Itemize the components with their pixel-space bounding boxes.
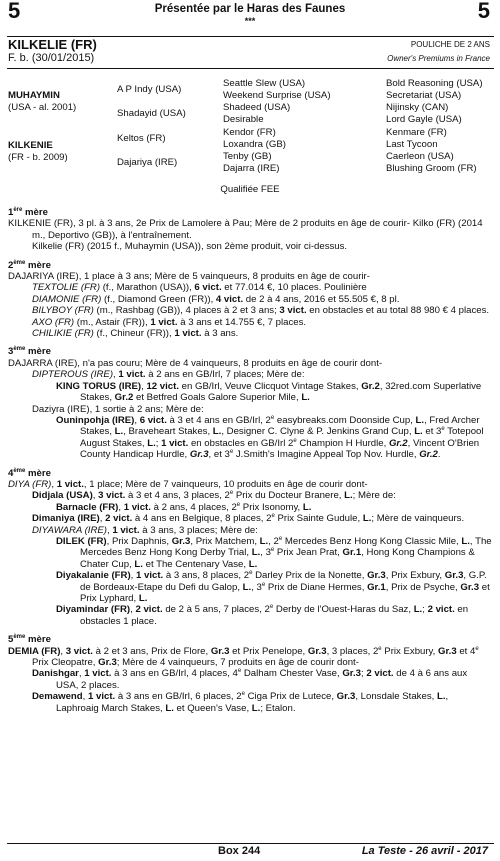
sex-age: POULICHE DE 2 ANS	[410, 40, 490, 49]
pedigree-gen2: Dajariya (IRE)	[117, 157, 178, 168]
produce-entry: BILYBOY (FR) (m., Rashbag (GB)), 4 places à 2 et 3 ans; 3 vict. en obstacles et au total 88 980 € 4 places.	[32, 305, 490, 317]
sire-name: MUHAYMIN	[8, 90, 60, 101]
horse-details: F. b. (30/01/2015)	[8, 52, 95, 64]
produce-entry: Barnacle (FR), 1 vict. à 2 ans, 4 places, 2e Prix Isonomy, L.	[56, 501, 312, 513]
dam-paragraph: KILKENIE (FR), 3 pl. à 3 ans, 2e Prix de Lamolere à Pau; Mère de 2 produits en âge de courir- Kilko (FR) (2014 m., Deportivo (GB)), à l'entraînement.	[8, 218, 483, 241]
produce-entry: Demawend, 1 vict. à 3 ans en GB/Irl, 6 places, 2e Ciga Prix de Lutece, Gr.3, Lonsdale Stakes, L., Laphroaig March Stakes, L. et Queen's Vase, L.; Etalon.	[32, 691, 449, 714]
produce-entry: DIPTEROUS (IRE), 1 vict. à 2 ans en GB/Irl, 7 places; Mère de:	[32, 369, 305, 381]
pedigree-gen3: Tenby (GB)	[223, 151, 272, 162]
pedigree-gen4: Nijinsky (CAN)	[386, 102, 449, 113]
dam-paragraph: DIYA (FR), 1 vict., 1 place; Mère de 7 vainqueurs, 10 produits en âge de courir dont-	[8, 478, 368, 490]
produce-entry: DIAMONIE (FR) (f., Diamond Green (FR)), 4 vict. de 2 à 4 ans, 2016 et 55.505 €, 8 pl.	[32, 293, 400, 305]
section-fifth-dam: 5ème mère	[8, 634, 51, 646]
section-third-dam: 3ème mère	[8, 346, 51, 358]
produce-entry: DILEK (FR), Prix Daphnis, Gr.3, Prix Matchem, L., 2e Mercedes Benz Hong Kong Classic Mile, L., The Mercedes Benz Hong Kong Derby Trial, L., 3e Prix Jean Prat, Gr.1, Hong Kong Champions & Chater Cup, L. et The Centenary Vase, L.	[56, 535, 492, 570]
produce-entry: TEXTOLIE (FR) (f., Marathon (USA)), 6 vict. et 77.014 €, 10 places. Poulinière	[32, 282, 367, 294]
pedigree-gen4: Last Tycoon	[386, 139, 438, 150]
pedigree-gen2: Shadayid (USA)	[117, 108, 186, 119]
dam-paragraph: DAJARRA (IRE), n'a pas couru; Mère de 4 vainqueurs, 8 produits en âge de courir dont-	[8, 357, 383, 369]
produce-entry: Ouninpohja (IRE), 6 vict. à 3 et 4 ans en GB/Irl, 2e easybreaks.com Doonside Cup, L., Fred Archer Stakes, L., Braveheart Stakes, L., Designer C. Clyne & P. Jenkins Grand Cup, L. et 3e Totepool August Stakes, L.; 1 vict. en obstacles en GB/Irl 2e Champion H Hurdle, Gr.2, Vincent O'Brien County Handicap Hurdle, Gr.3, et 3e J.Smith's Imagine Appeal Top Nov. Hurdle, Gr.2.	[56, 414, 484, 461]
section-second-dam: 2ème mère	[8, 259, 51, 271]
catalogue-header	[0, 0, 500, 36]
produce-entry: Dimaniya (IRE), 2 vict. à 4 ans en Belgique, 8 places, 2e Prix Sainte Gudule, L.; Mère de vainqueurs.	[32, 512, 465, 525]
pedigree-gen4: Secretariat (USA)	[386, 90, 462, 101]
pedigree-gen3: Shadeed (USA)	[223, 102, 291, 113]
box-number: Box 244	[218, 845, 261, 857]
pedigree-gen3: Loxandra (GB)	[223, 139, 286, 150]
pedigree-gen4: Caerleon (USA)	[386, 151, 454, 162]
sire-details: (USA - al. 2001)	[8, 102, 77, 113]
dam-details: (FR - b. 2009)	[8, 152, 68, 163]
produce-entry: KING TORUS (IRE), 12 vict. en GB/Irl, Veuve Clicquot Vintage Stakes, Gr.2, 32red.com Superlative Stakes, Gr.2 et Betfred Goals Galore Superior Mile, L.	[56, 380, 482, 404]
rating-stars: ***	[244, 16, 256, 26]
produce-entry: Diyakalanie (FR), 1 vict. à 3 ans, 8 places, 2e Darley Prix de la Nonette, Gr.3, Prix Exbury, Gr.3, G.P. de Bordeaux-Etape du Defi du Galop, L., 3e Prix de Diane Hermes, Gr.1, Prix de Psyche, Gr.3 et Prix Lyphard, L.	[56, 570, 490, 604]
pedigree-gen4: Kenmare (FR)	[386, 127, 447, 138]
qualification: Qualifiée FEE	[220, 184, 280, 195]
section-first-dam: 1ère mère	[8, 206, 48, 218]
premium-program: Owner's Premiums in France	[387, 54, 490, 63]
pedigree-divider	[7, 68, 494, 69]
produce-entry: Danishgar, 1 vict. à 3 ans en GB/Irl, 4 places, 4e Dalham Chester Vase, Gr.3; 2 vict. de 4 à 6 ans aux USA, 2 places.	[32, 668, 468, 691]
pedigree-gen3: Dajarra (IRE)	[223, 163, 280, 174]
lot-number-left: 5	[8, 0, 21, 23]
pedigree-gen4: Blushing Groom (FR)	[386, 163, 477, 174]
produce-entry: CHILIKIE (FR) (f., Chineur (FR)), 1 vict. à 3 ans.	[32, 328, 239, 340]
pedigree-gen2: A P Indy (USA)	[117, 84, 182, 95]
produce-entry: Kilkelie (FR) (2015 f., Muhaymin (USA)), son 2ème produit, voir ci-dessus.	[32, 241, 348, 253]
dam-paragraph: DAJARIYA (IRE), 1 place à 3 ans; Mère de 5 vainqueurs, 8 produits en âge de courir-	[8, 271, 370, 283]
family-details	[8, 207, 492, 714]
horse-name: KILKELIE (FR)	[8, 37, 97, 52]
pedigree-gen4: Lord Gayle (USA)	[386, 114, 462, 125]
dam-name: KILKENIE	[8, 140, 53, 151]
produce-entry: Daziyra (IRE), 1 sortie à 2 ans; Mère de:	[32, 403, 204, 415]
dam-paragraph: DEMIA (FR), 3 vict. à 2 et 3 ans, Prix de Flore, Gr.3 et Prix Penelope, Gr.3, 3 places, 2e Prix Exbury, Gr.3 et 4e Prix Cleopatre, Gr.3; Mère de 4 vainqueurs, 7 produits en âge de courir dont-	[8, 645, 479, 669]
produce-entry: Didjala (USA), 3 vict. à 3 et 4 ans, 3 places, 2e Prix du Docteur Branere, L.; Mère de:	[32, 490, 396, 502]
produce-entry: DIYAWARA (IRE), 1 vict. à 3 ans, 3 places; Mère de:	[32, 524, 258, 536]
pedigree-gen3: Desirable	[223, 114, 264, 125]
produce-entry: AXO (FR) (m., Astair (FR)), 1 vict. à 3 ans et 14.755 €, 7 places.	[32, 316, 307, 328]
sale-info: La Teste - 26 avril - 2017	[361, 845, 488, 857]
catalogue-footer	[0, 846, 500, 860]
presenter: Présentée par le Haras des Faunes	[154, 3, 346, 15]
section-fourth-dam: 4ème mère	[8, 467, 51, 479]
pedigree-gen3: Weekend Surprise (USA)	[223, 90, 331, 101]
pedigree-gen4: Bold Reasoning (USA)	[386, 78, 483, 89]
pedigree-gen3: Seattle Slew (USA)	[223, 78, 306, 89]
pedigree-gen3: Kendor (FR)	[223, 127, 276, 138]
produce-entry: Diyamindar (FR), 2 vict. de 2 à 5 ans, 7 places, 2e Derby de l'Ouest-Haras du Saz, L.; 2 vict. en obstacles 1 place.	[56, 604, 469, 627]
pedigree-gen2: Keltos (FR)	[117, 133, 166, 144]
lot-number-right: 5	[477, 0, 490, 23]
footer-divider	[7, 843, 494, 844]
